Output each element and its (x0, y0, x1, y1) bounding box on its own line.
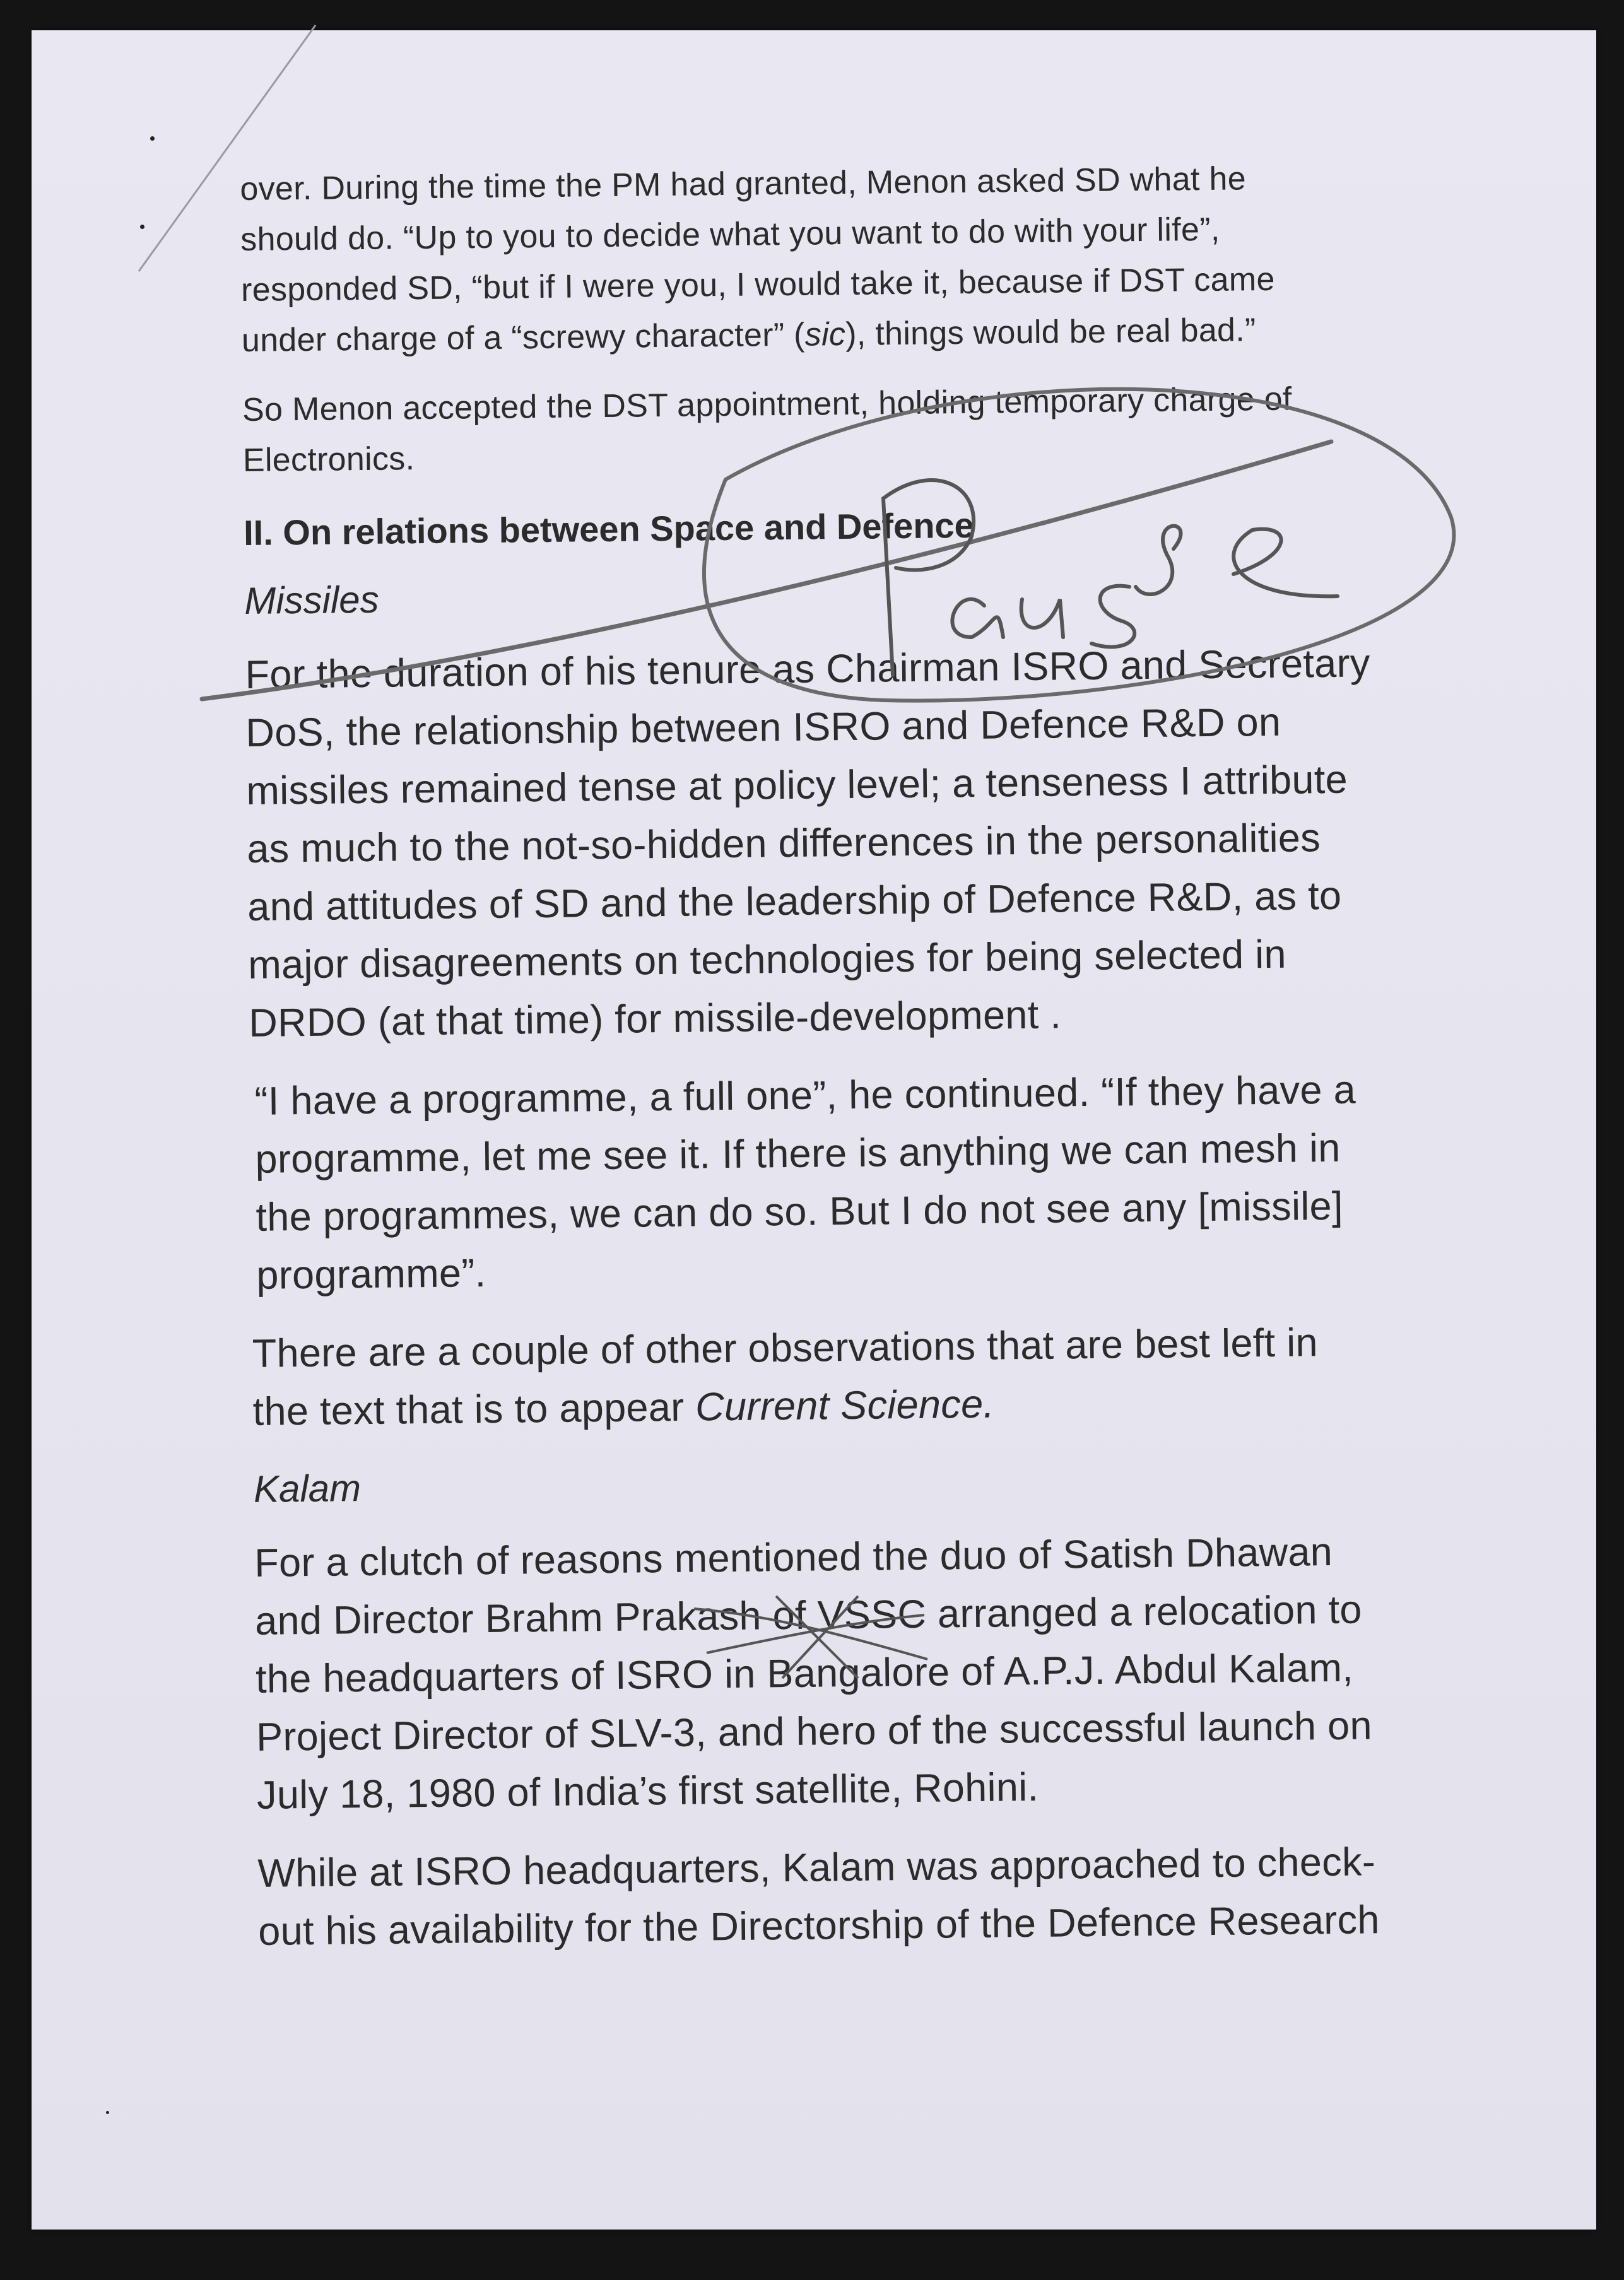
paragraph-programme-quote (249, 1059, 1488, 1305)
text-italic: Current Science. (695, 1382, 995, 1430)
paragraph-observations (252, 1312, 1490, 1441)
text-line: the duo of Satish Dhawan (861, 1529, 1333, 1579)
text-line: should do. “Up to you to decide what you want to do with your life”, (240, 211, 1220, 258)
text-line: DRDO (at that time) for missile-development . (248, 992, 1062, 1045)
punch-mark (106, 2111, 109, 2114)
text-line: There are a couple of other observations that are best left in (252, 1320, 1319, 1376)
text-line: Project Director of SLV-3, and hero of the successful launch on (256, 1703, 1373, 1760)
text-line: the programmes, we can do so. But I do not see any [missile] (256, 1184, 1344, 1240)
text-line: While at ISRO headquarters, Kalam was approached to check- (257, 1840, 1376, 1896)
text-line: ), things would be real bad.” (845, 312, 1256, 353)
paragraph-menon-accepted (242, 372, 1480, 486)
punch-mark (150, 136, 155, 141)
text-line: So Menon accepted the DST appointment, holding temporary charge of (242, 380, 1292, 428)
document-body (240, 151, 1495, 1980)
text-line: programme”. (256, 1251, 486, 1298)
text-line: the text that is to appear (252, 1385, 696, 1434)
text-line: Electronics. (242, 440, 415, 479)
text-line: July 18, 1980 of India’s first satellite, Rohini. (256, 1765, 1039, 1818)
text-line: programme, let me see it. If there is anything we can mesh in (255, 1125, 1341, 1182)
paragraph-kalam-hq (257, 1831, 1495, 1961)
paragraph-menon-advice (240, 151, 1478, 366)
subheading-missiles: Missiles (244, 578, 379, 622)
text-line: missiles remained tense at policy level; a tenseness I attribute (246, 757, 1348, 813)
text-line: For a clutch of reasons (254, 1536, 675, 1585)
text-line: For the duration of his tenure as Chairman ISRO and Secretary (245, 641, 1370, 697)
text-line: responded SD, “but if I were you, I would take it, because if DST came (240, 261, 1275, 309)
subheading-kalam: Kalam (253, 1467, 362, 1510)
struck-word: mentioned (674, 1534, 862, 1581)
paragraph-tenure (245, 633, 1486, 1052)
text-line: under charge of a “screwy character” ( (241, 316, 806, 359)
section-heading: II. On relations between Space and Defence (243, 505, 975, 553)
punch-mark (140, 225, 144, 229)
text-italic: sic (804, 315, 846, 353)
paragraph-kalam-relocation (254, 1521, 1494, 1824)
text-line: and Director Brahm Prakash of VSSC arranged a relocation to (254, 1587, 1363, 1643)
text-line: major disagreements on technologies for being selected in (247, 932, 1287, 987)
text-line: out his availability for the Directorship of the Defence Research (257, 1898, 1380, 1954)
text-line: DoS, the relationship between ISRO and Defence R&D on (245, 700, 1281, 755)
text-line: the headquarters of ISRO in Bangalore of A.P.J. Abdul Kalam, (255, 1645, 1354, 1701)
text-line: as much to the not-so-hidden differences in the personalities (247, 816, 1321, 871)
text-line: “I have a programme, a full one”, he continued. “If they have a (254, 1067, 1356, 1124)
text-line: over. During the time the PM had granted, Menon asked SD what he (240, 160, 1247, 208)
text-line: and attitudes of SD and the leadership of Defence R&D, as to (247, 873, 1342, 929)
